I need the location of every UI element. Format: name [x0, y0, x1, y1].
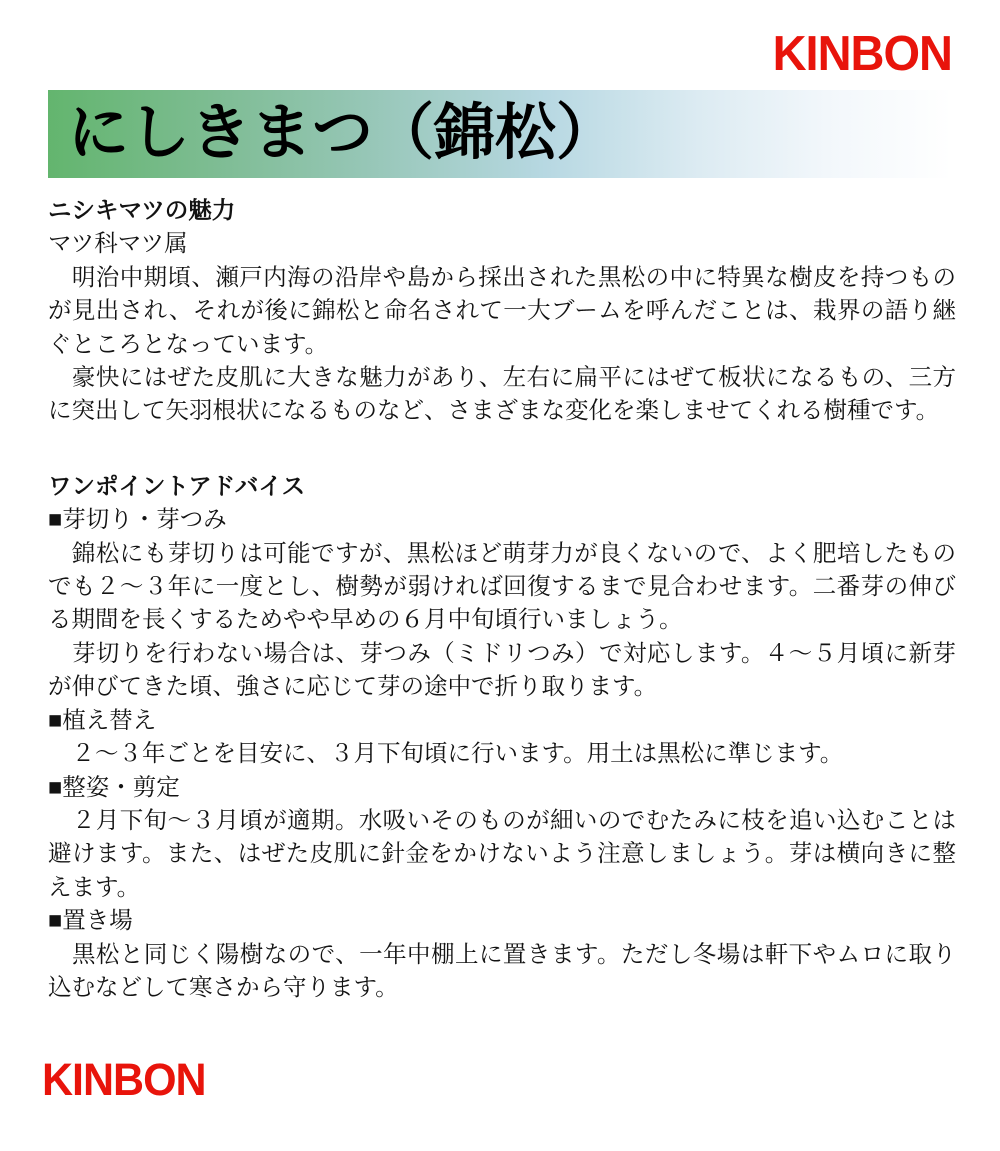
advice-paragraph: 芽切りを行わない場合は、芽つみ（ミドリつみ）で対応します。４～５月頃に新芽が伸びてきた頃、強さに応じて芽の途中で折り取ります。	[48, 639, 956, 700]
advice-paragraph: ２～３年ごとを目安に、３月下旬頃に行います。用土は黒松に準じます。	[48, 740, 844, 767]
advice-item-okiba	[48, 904, 956, 1004]
kinbon-logo-top: KINBON	[772, 24, 952, 81]
advice-paragraph: ２月下旬～３月頃が適期。水吸いそのものが細いのでむたみに枝を追い込むことは避けます。また、はぜた皮肌に針金をかけないよう注意しましょう。芽は横向きに整えます。	[48, 806, 956, 900]
advice-subheading-mekiri: ■芽切り・芽つみ	[48, 506, 227, 533]
advice-paragraph: 錦松にも芽切りは可能ですが、黒松ほど萌芽力が良くないので、よく肥培したものでも２～３年に一度とし、樹勢が弱ければ回復するまで見合わせます。二番芽の伸びる期間を長くするためやや早めの６月中旬頃行いましょう。	[48, 539, 956, 633]
advice-item-mekiri	[48, 503, 956, 703]
taxonomy-line: マツ科マツ属	[48, 230, 188, 257]
title-banner	[48, 90, 952, 178]
advice-paragraph: 黒松と同じく陽樹なので、一年中棚上に置きます。ただし冬場は軒下やムロに取り込むなどして寒さから守ります。	[48, 940, 956, 1000]
intro-heading: ニシキマツの魅力	[48, 197, 236, 223]
advice-item-uekae	[48, 704, 956, 771]
page-title: にしきまつ（錦松）	[68, 100, 618, 167]
kinbon-logo-bottom: KINBON	[42, 1054, 206, 1106]
advice-heading: ワンポイントアドバイス	[48, 472, 306, 499]
advice-item-seishi	[48, 771, 956, 905]
section-advice	[48, 470, 956, 1005]
advice-subheading-uekae: ■植え替え	[48, 706, 157, 733]
intro-paragraph-2: 豪快にはぜた皮肌に大きな魅力があり、左右に扁平にはぜて板状になるもの、三方に突出して矢羽根状になるものなど、さまざまな変化を楽しませてくれる樹種です。	[48, 364, 956, 424]
advice-subheading-seishi: ■整姿・剪定	[48, 773, 180, 800]
section-intro	[48, 194, 956, 428]
advice-subheading-okiba: ■置き場	[48, 907, 133, 934]
article-body	[48, 194, 956, 1004]
intro-paragraph-1: 明治中期頃、瀬戸内海の沿岸や島から採出された黒松の中に特異な樹皮を持つものが見出され、それが後に錦松と命名されて一大ブームを呼んだことは、栽界の語り継ぐところとなっています。	[48, 263, 956, 357]
